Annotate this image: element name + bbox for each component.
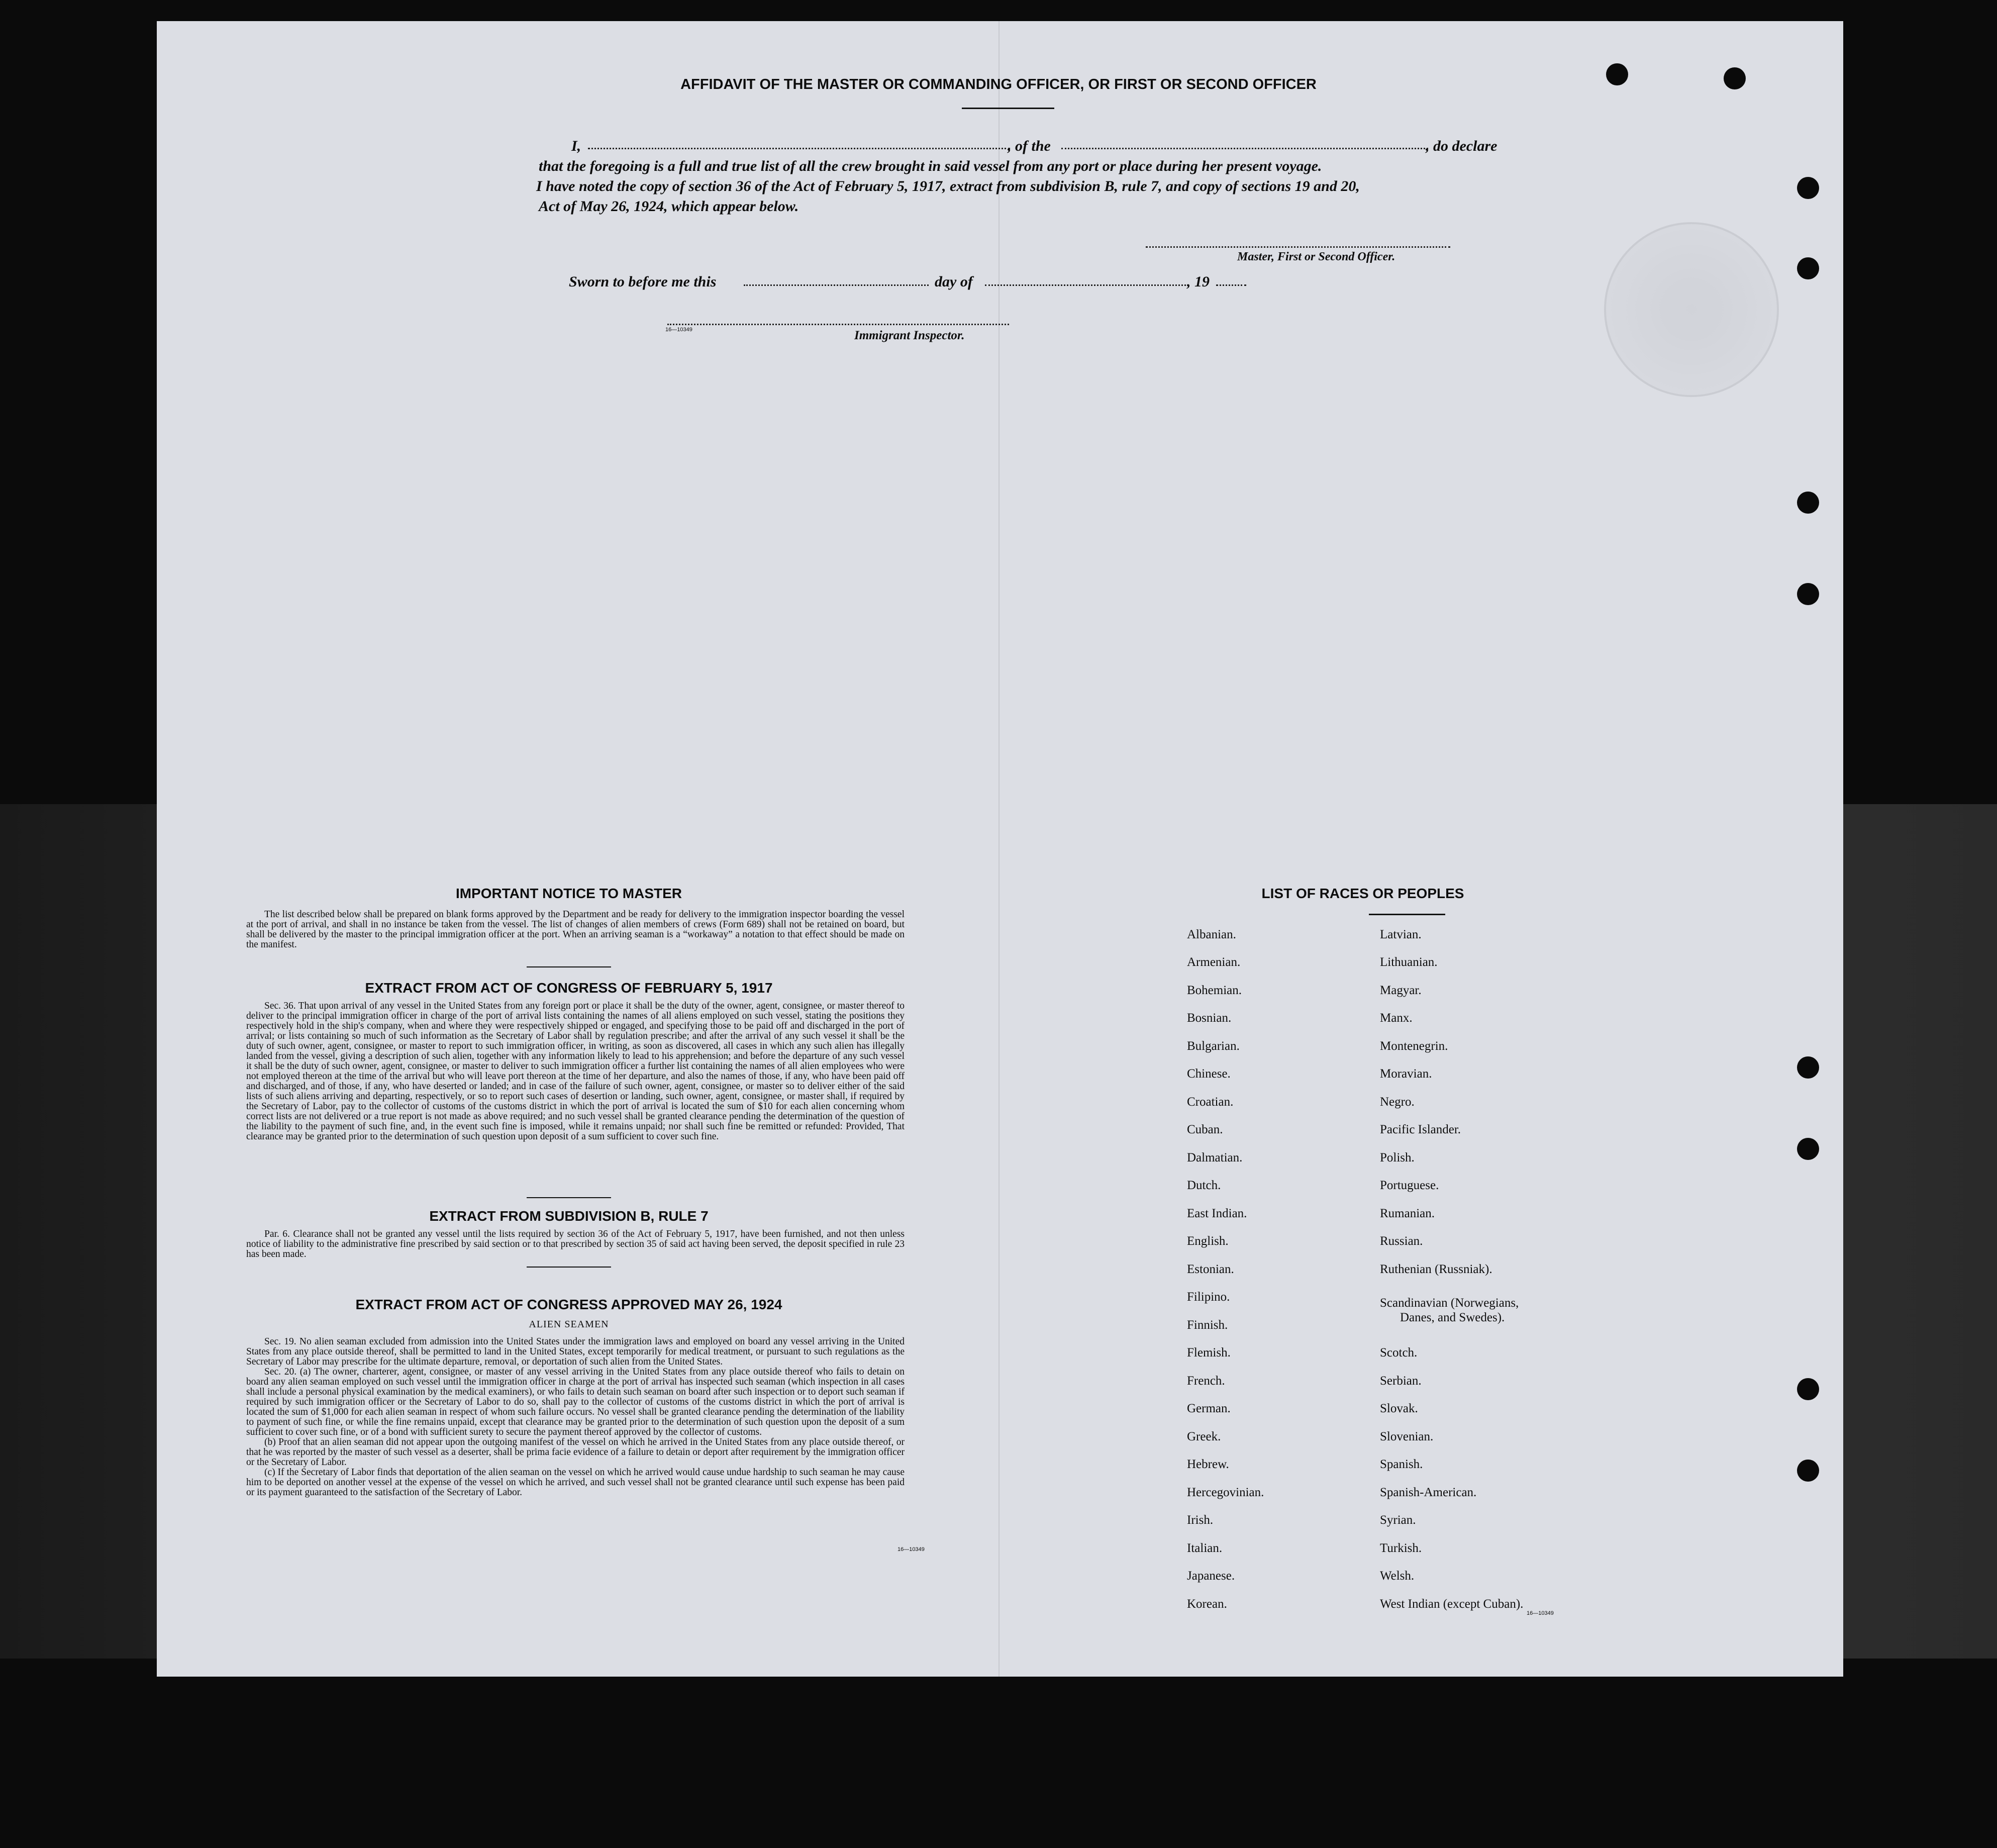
race-item: Hercegovinian. bbox=[1187, 1486, 1264, 1499]
race-item: Scotch. bbox=[1380, 1346, 1418, 1359]
binder-hole-icon bbox=[1797, 257, 1819, 279]
race-item: Irish. bbox=[1187, 1513, 1214, 1527]
vessel-blank bbox=[1061, 148, 1428, 149]
affidavit-line-4: Act of May 26, 1924, which appear below. bbox=[539, 198, 799, 215]
notice-body bbox=[246, 910, 905, 950]
race-item: Serbian. bbox=[1380, 1374, 1422, 1388]
divider bbox=[962, 108, 1054, 109]
race-item: Scandinavian (Norwegians, bbox=[1380, 1296, 1519, 1310]
race-item: Hebrew. bbox=[1187, 1457, 1229, 1471]
par-6-text: Par. 6. Clearance shall not be granted any vessel until the lists required by section 36 of the Act of February 5, 1917, have been furnished, and not then unless notice of liability to the administrative fine prescribed by said section or to that prescribed by section 35 of said act having been served, the deposit specified in rule 23 has been made. bbox=[246, 1229, 905, 1259]
form-number: 16—10349 bbox=[665, 327, 692, 333]
sec-20c-text: (c) If the Secretary of Labor finds that deportation of the alien seaman on the vessel on which he arrived would cause undue hardship to such seaman he may cause him to be deported on another vessel at the expense of the vessel on which he arrived, and such vessel shall not be granted clearance until such expense has been paid or its payment guaranteed to the satisfaction of the Secretary of Labor. bbox=[246, 1467, 905, 1498]
name-blank bbox=[588, 148, 1010, 149]
race-item: Estonian. bbox=[1187, 1262, 1234, 1276]
sec-36-text: Sec. 36. That upon arrival of any vessel in the United States from any foreign port or place it shall be the duty of the owner, agent, consignee, or master thereof to deliver to the principal immigration officer in charge of the port of arrival lists containing the names of all aliens employed on such vessel, stating the positions they respectively hold in the ship's company, when and where they were respectively shipped or engaged, and specifying those to be paid off and discharged in the port of arrival; or lists containing so much of such information as the Secretary of Labor shall by regulation prescribe; and after the arrival of any such vessel it shall be the duty of such owner, agent, consignee, or master to report to such immigration officer, in writing, as soon as discovered, all cases in which any such alien has illegally landed from the vessel, giving a description of such alien, together with any information likely to lead to his apprehension; and before the departure of any such vessel it shall be the duty of such owner, agent, consignee, or master to deliver to such immigration officer a further list containing the names of all alien employees who were not employed thereon at the time of the arrival but who will leave port thereon at the time of her departure, and also the names of those, if any, who have been paid off and discharged, and of those, if any, who have deserted or landed; and in case of the failure of such owner, agent, consignee, or master so to deliver either of the said lists of such aliens arriving and departing, respectively, or so to report such cases of desertion or landing, such owner, agent, consignee, or master shall, if required by the Secretary of Labor, pay to the collector of customs of the customs district in which the port of arrival is located the sum of $10 for each alien concerning whom correct lists are not delivered or a true report is not made as above required; and no such vessel shall be granted clearance pending the determination of the question of the liability to the payment of such fine, and, in the event such fine is imposed, while it remains unpaid; nor shall such fine be remitted or refunded: Provided, That clearance may be granted prior to the determination of such question upon deposit of a sum sufficient to cover such fine. bbox=[246, 1001, 905, 1142]
race-item: Dalmatian. bbox=[1187, 1151, 1243, 1164]
race-item: Syrian. bbox=[1380, 1513, 1416, 1527]
sec-19-text: Sec. 19. No alien seaman excluded from admission into the United States under the immigration laws and employed on board any vessel arriving in the United States from any place outside thereof, shall be permitted to land in the United States, except temporarily for medical treatment, or pursuant to such regulations as the Secretary of Labor may prescribe for the ultimate departure, removal, or deportation of such alien from the United States. bbox=[246, 1336, 905, 1367]
binder-hole-icon bbox=[1797, 1378, 1819, 1400]
divider bbox=[527, 1267, 611, 1268]
race-item: Armenian. bbox=[1187, 955, 1241, 969]
document-page bbox=[157, 21, 1843, 1677]
race-item: Ruthenian (Russniak). bbox=[1380, 1262, 1492, 1276]
affidavit-do-declare: , do declare bbox=[1426, 138, 1497, 154]
notice-title: IMPORTANT NOTICE TO MASTER bbox=[455, 886, 682, 901]
affidavit-title: AFFIDAVIT OF THE MASTER OR COMMANDING OFFICER, OR FIRST OR SECOND OFFICER bbox=[680, 76, 1317, 92]
divider bbox=[1369, 914, 1445, 915]
race-item: Slovenian. bbox=[1380, 1430, 1434, 1443]
sworn-label: Sworn to before me this bbox=[569, 273, 717, 290]
binder-hole-icon bbox=[1797, 583, 1819, 605]
extract-1924-body bbox=[246, 1337, 905, 1498]
sec-20a-text: Sec. 20. (a) The owner, charterer, agent, consignee, or master of any vessel arriving in the United States from any place outside thereof who fails to detain on board any alien seaman employed on such vessel until the immigration officer in charge at the port of arrival has inspected such seaman (which inspection in all cases shall include a personal physical examination by the medical examiners), or who fails to detain such seaman on board after such inspection or to deport such seaman if required by such immigration officer or the Secretary of Labor to do so, shall pay to the collector of customs of the customs district in which the port of arrival is located the sum of $1,000 for each alien seaman in respect of whom such failure occurs. No vessel shall be granted clearance pending the determination of the liability to payment of such fine, or while the fine remains unpaid, except that clearance may be granted prior to the determination of such question upon the deposit of a sum sufficient to cover such fine, or of a bond with sufficient surety to secure the payment thereof approved by the collector of customs. bbox=[246, 1367, 905, 1437]
race-item: Negro. bbox=[1380, 1095, 1415, 1109]
subdivision-b-title: EXTRACT FROM SUBDIVISION B, RULE 7 bbox=[429, 1208, 709, 1224]
embossed-seal bbox=[1604, 222, 1779, 397]
race-item: Turkish. bbox=[1380, 1541, 1422, 1555]
year-blank bbox=[1216, 284, 1246, 286]
race-item: Bulgarian. bbox=[1187, 1039, 1240, 1053]
race-item: Russian. bbox=[1380, 1234, 1423, 1248]
notice-text: The list described below shall be prepared on blank forms approved by the Department and be ready for delivery to the immigration inspector boarding the vessel at the port of arrival, and shall in no instance be taken from the vessel. The list of changes of alien members of crews (Form 689) shall not be retained on board, but shall be delivered by the master to the principal immigration officer at the port. When an arriving seaman is a “workaway” a notation to that effect should be made on the manifest. bbox=[246, 909, 905, 950]
race-item: Flemish. bbox=[1187, 1346, 1231, 1359]
race-item: French. bbox=[1187, 1374, 1225, 1388]
inspector-signature-line bbox=[667, 324, 1009, 325]
race-item: Japanese. bbox=[1187, 1569, 1235, 1583]
binder-hole-icon bbox=[1797, 1056, 1819, 1079]
race-item: English. bbox=[1187, 1234, 1229, 1248]
sworn-day-blank bbox=[744, 284, 929, 286]
race-item: Pacific Islander. bbox=[1380, 1123, 1461, 1136]
race-item: Cuban. bbox=[1187, 1123, 1223, 1136]
extract-1917-body bbox=[246, 1001, 905, 1142]
sec-20b-text: (b) Proof that an alien seaman did not appear upon the outgoing manifest of the vessel on which he arrived in the United States from any place outside thereof, or that he was reported by the master of such vessel as a deserter, shall be prima facie evidence of a failure to detain or deport after requirement by the immigration officer or the Secretary of Labor. bbox=[246, 1437, 905, 1468]
race-item: Polish. bbox=[1380, 1151, 1415, 1164]
page-fold bbox=[999, 21, 1000, 1677]
race-item: Bohemian. bbox=[1187, 984, 1242, 997]
binder-hole-icon bbox=[1797, 177, 1819, 199]
affidavit-i-label: I, bbox=[571, 138, 581, 154]
race-item: Moravian. bbox=[1380, 1067, 1432, 1081]
race-item: Spanish-American. bbox=[1380, 1486, 1477, 1499]
day-of-label: day of bbox=[935, 273, 973, 290]
affidavit-line-3: I have noted the copy of section 36 of the Act of February 5, 1917, extract from subdivision B, rule 7, and copy of sections 19 and 20, bbox=[536, 178, 1360, 194]
race-item: Danes, and Swedes). bbox=[1400, 1311, 1505, 1324]
race-item: Chinese. bbox=[1187, 1067, 1231, 1081]
race-item: Latvian. bbox=[1380, 928, 1422, 941]
race-item: West Indian (except Cuban). bbox=[1380, 1597, 1524, 1611]
race-item: Spanish. bbox=[1380, 1457, 1423, 1471]
race-item: Korean. bbox=[1187, 1597, 1227, 1611]
race-item: Finnish. bbox=[1187, 1318, 1228, 1332]
race-item: Greek. bbox=[1187, 1430, 1221, 1443]
race-item: Slovak. bbox=[1380, 1402, 1418, 1415]
divider bbox=[527, 1197, 611, 1198]
race-item: East Indian. bbox=[1187, 1207, 1247, 1220]
alien-seamen-subtitle: ALIEN SEAMEN bbox=[529, 1319, 609, 1330]
inspector-label: Immigrant Inspector. bbox=[854, 329, 965, 342]
race-item: Portuguese. bbox=[1380, 1179, 1439, 1192]
race-item: Montenegrin. bbox=[1380, 1039, 1448, 1053]
binder-hole-icon bbox=[1797, 492, 1819, 514]
race-item: Croatian. bbox=[1187, 1095, 1234, 1109]
race-item: Rumanian. bbox=[1380, 1207, 1435, 1220]
year-label: , 19 bbox=[1187, 273, 1210, 290]
race-item: Dutch. bbox=[1187, 1179, 1221, 1192]
races-title: LIST OF RACES OR PEOPLES bbox=[1261, 886, 1464, 901]
subdivision-b-body bbox=[246, 1229, 905, 1259]
binder-hole-icon bbox=[1797, 1138, 1819, 1160]
race-item: Bosnian. bbox=[1187, 1011, 1232, 1025]
race-item: Manx. bbox=[1380, 1011, 1413, 1025]
divider bbox=[527, 966, 611, 967]
race-item: Magyar. bbox=[1380, 984, 1422, 997]
binder-hole-icon bbox=[1606, 63, 1628, 85]
binder-hole-icon bbox=[1797, 1460, 1819, 1482]
extract-1917-title: EXTRACT FROM ACT OF CONGRESS OF FEBRUARY 5, 1917 bbox=[365, 980, 773, 996]
race-item: Albanian. bbox=[1187, 928, 1236, 941]
master-signature-line bbox=[1146, 246, 1450, 248]
affidavit-of-the: , of the bbox=[1008, 138, 1051, 154]
affidavit-line-2: that the foregoing is a full and true list of all the crew brought in said vessel from any port or place during her present voyage. bbox=[539, 158, 1322, 174]
race-item: Filipino. bbox=[1187, 1290, 1230, 1304]
race-item: Italian. bbox=[1187, 1541, 1223, 1555]
race-item: German. bbox=[1187, 1402, 1231, 1415]
binder-hole-icon bbox=[1724, 67, 1746, 89]
master-label: Master, First or Second Officer. bbox=[1237, 250, 1395, 263]
form-number: 16—10349 bbox=[897, 1546, 925, 1552]
month-blank bbox=[985, 284, 1186, 286]
race-item: Welsh. bbox=[1380, 1569, 1415, 1583]
extract-1924-title: EXTRACT FROM ACT OF CONGRESS APPROVED MAY 26, 1924 bbox=[355, 1297, 782, 1312]
form-number: 16—10349 bbox=[1527, 1610, 1554, 1616]
race-item: Lithuanian. bbox=[1380, 955, 1438, 969]
